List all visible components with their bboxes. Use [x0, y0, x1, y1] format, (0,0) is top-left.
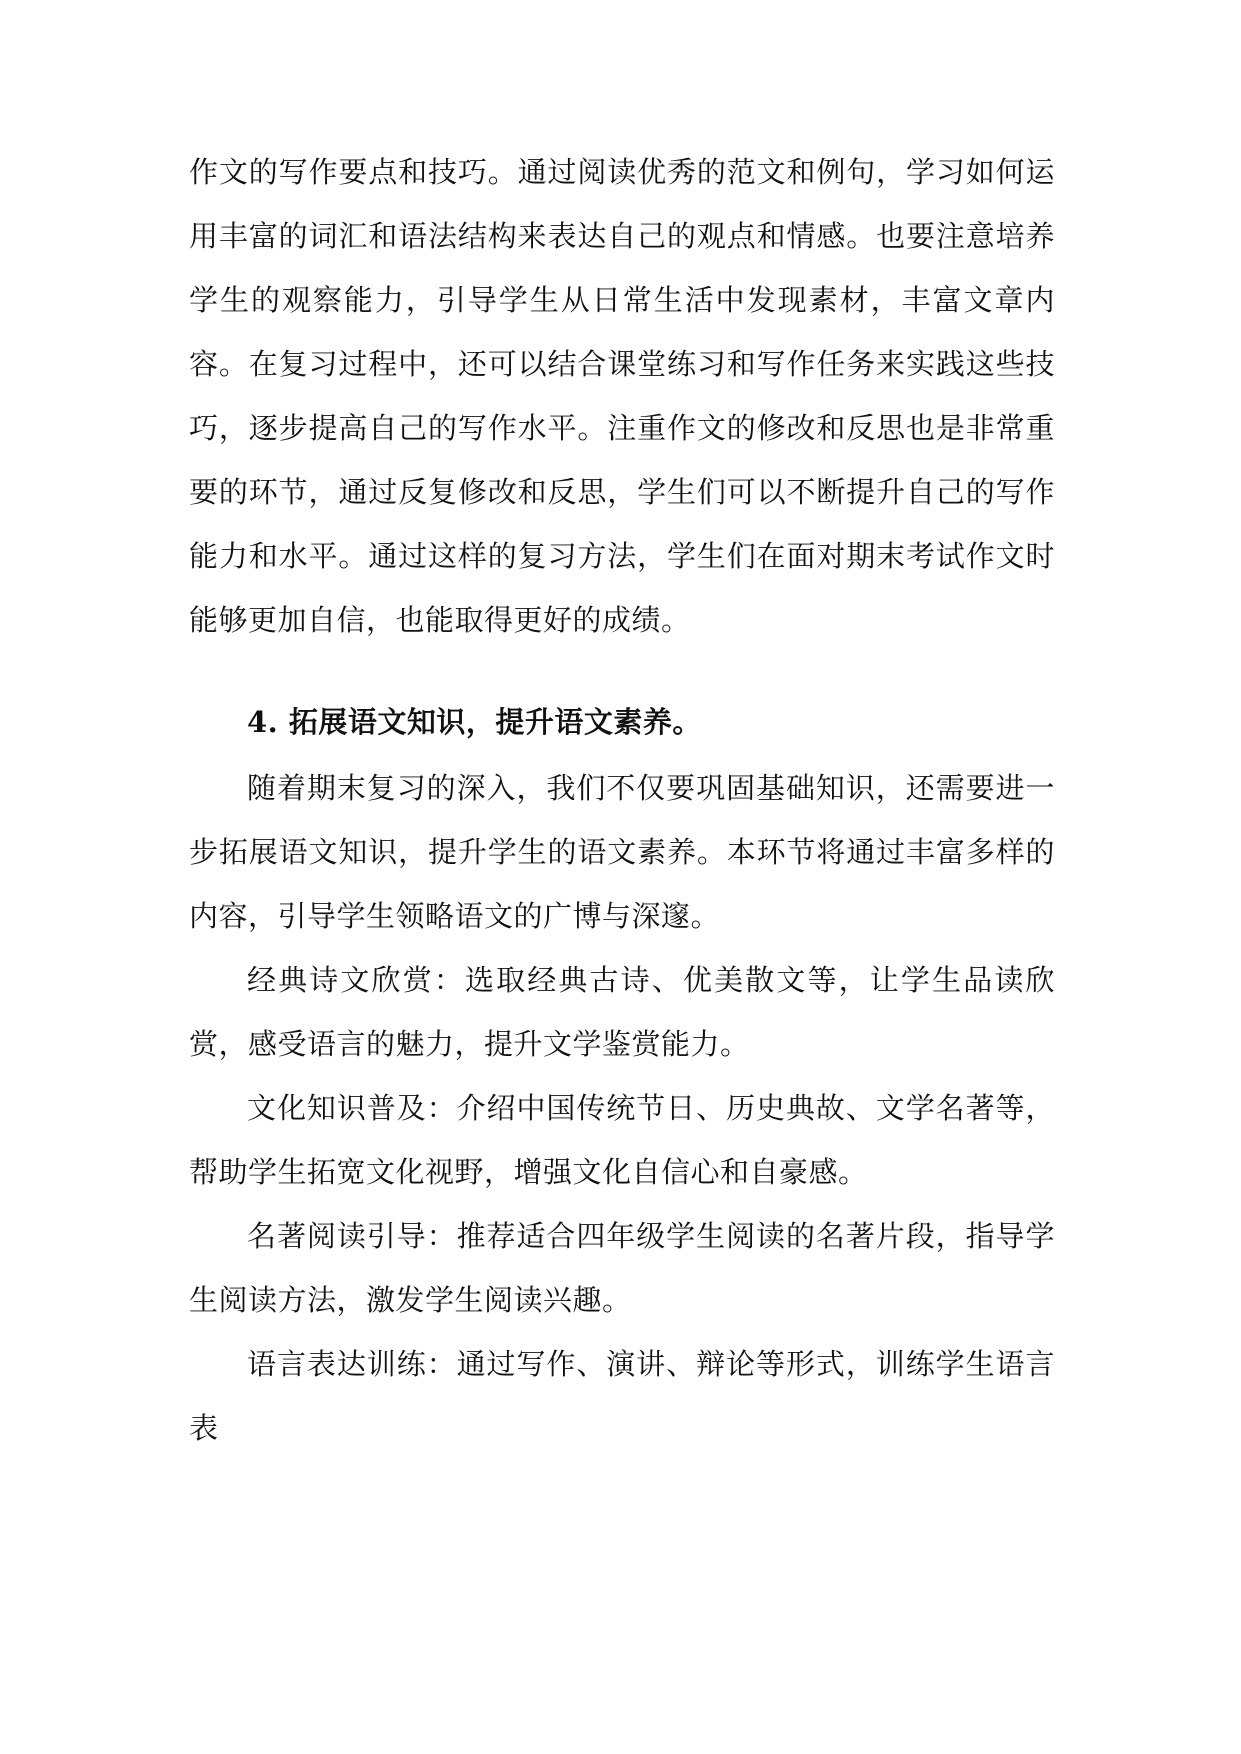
body-paragraph-reading-guide: 名著阅读引导：推荐适合四年级学生阅读的名著片段，指导学生阅读方法，激发学生阅读兴趣。	[189, 1219, 1055, 1317]
section-heading: 4. 拓展语文知识，提升语文素养。	[247, 705, 702, 739]
body-paragraph-classic-poetry: 经典诗文欣赏：选取经典古诗、优美散文等，让学生品读欣赏，感受语言的魅力，提升文学鉴赏能力。	[189, 963, 1055, 1061]
body-paragraph-intro: 随着期末复习的深入，我们不仅要巩固基础知识，还需要进一步拓展语文知识，提升学生的语文素养。本环节将通过丰富多样的内容，引导学生领略语文的广博与深邃。	[189, 771, 1055, 933]
document-page	[189, 140, 1055, 1460]
body-paragraph-continued: 作文的写作要点和技巧。通过阅读优秀的范文和例句，学习如何运用丰富的词汇和语法结构来表达自己的观点和情感。也要注意培养学生的观察能力，引导学生从日常生活中发现素材，丰富文章内容。在复习过程中，还可以结合课堂练习和写作任务来实践这些技巧，逐步提高自己的写作水平。注重作文的修改和反思也是非常重要的环节，通过反复修改和反思，学生们可以不断提升自己的写作能力和水平。通过这样的复习方法，学生们在面对期末考试作文时能够更加自信，也能取得更好的成绩。	[189, 155, 1055, 637]
body-paragraph-culture: 文化知识普及：介绍中国传统节日、历史典故、文学名著等，帮助学生拓宽文化视野，增强文化自信心和自豪感。	[189, 1091, 1055, 1189]
body-paragraph-expression: 语言表达训练：通过写作、演讲、辩论等形式，训练学生语言表	[189, 1347, 1055, 1445]
